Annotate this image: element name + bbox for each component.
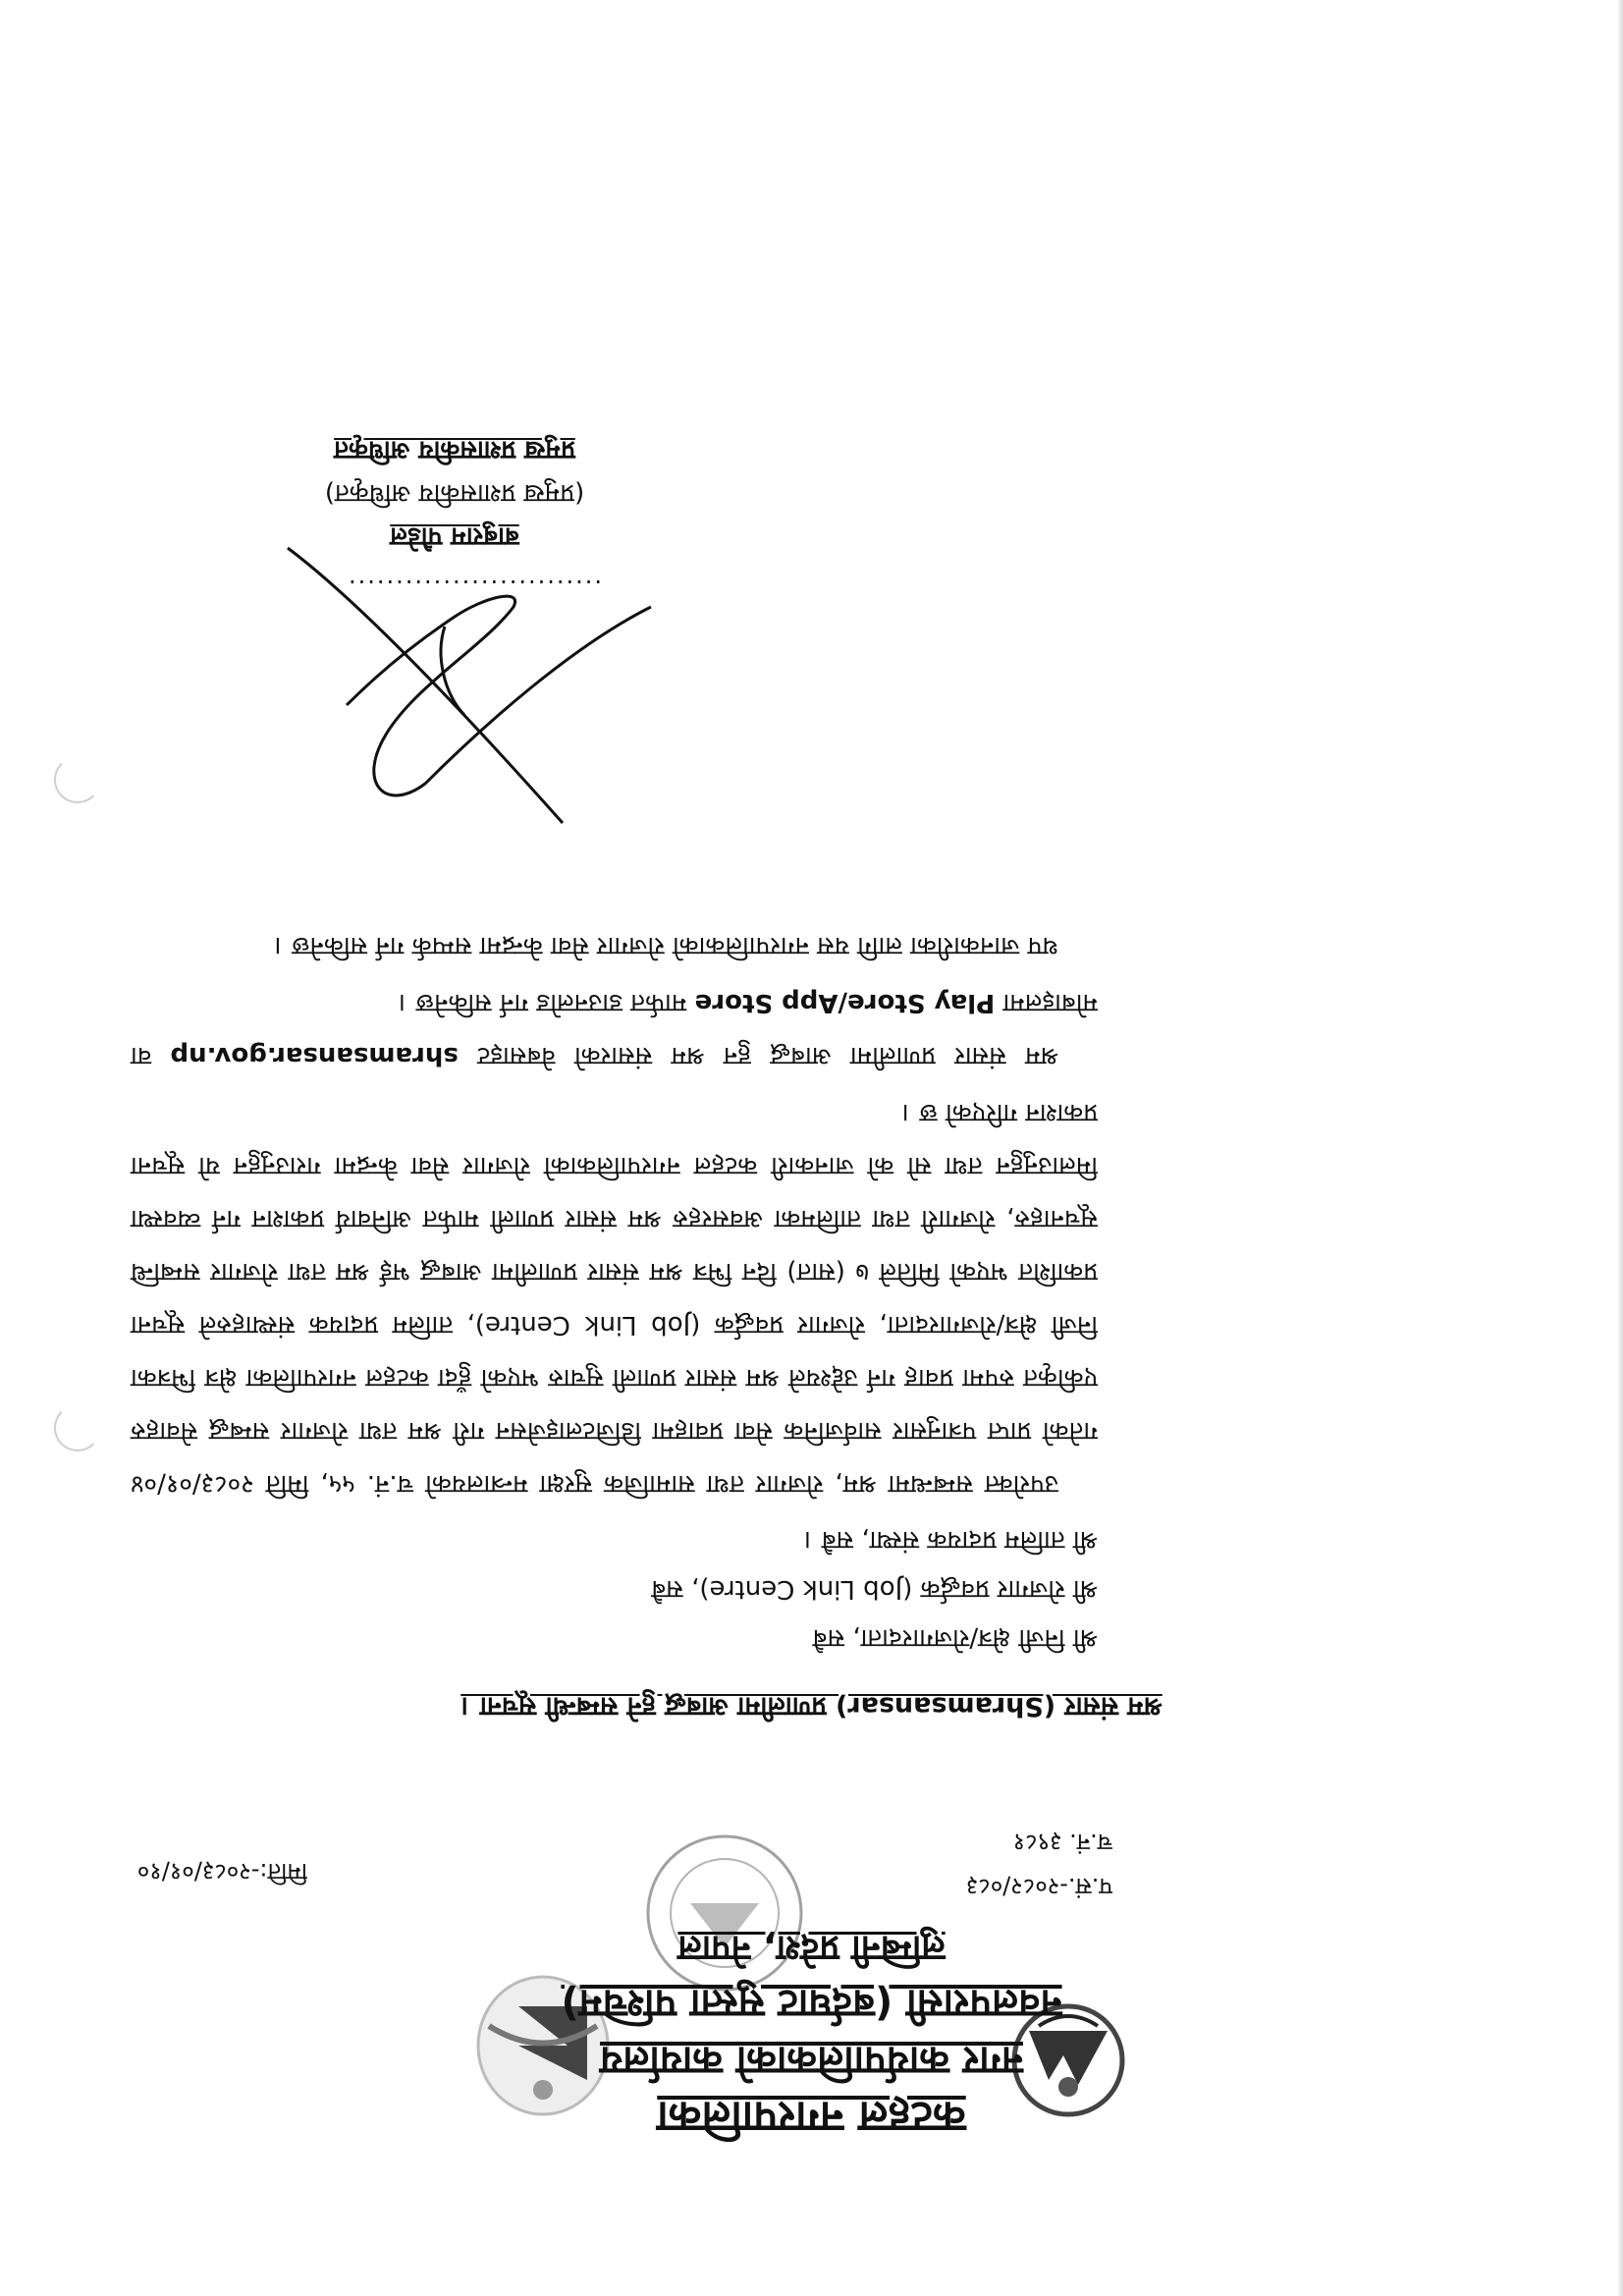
body-text-run: श्रम संसार प्रणालीमा आबद्ध हुन श्रम संसारको वेबसाइट (458, 1041, 1058, 1070)
recipient-line: श्री तालिम प्रदायक संस्था, सबै । (803, 1525, 1098, 1555)
letter-date: मिति:-२०८३/०१/१० (136, 1858, 307, 1886)
province-country: लुम्बिनी प्रदेश, नेपाल (677, 1928, 946, 1968)
recipient-line: श्री रोजगार प्रवर्द्धक (Job Link Centre), सबै (651, 1574, 1098, 1604)
body-paragraph: उपरोक्त सम्बन्धमा श्रम, रोजगार तथा सामाजिक सुरक्षा मन्त्रालयको च.नं. ५५, मिति २०८३/०१/०४ गतेको प्राप्त पत्रानुसार सार्वजनिक सेवा प्रवाहमा डिजिटलाइजेसन गरी श्रम तथा रोजगार सम्बद्ध सेवाहरु एकीकृत रुपमा प्रवाह गर्न उद्देश्यले श्रम संसार प्रणाली सुचारु भएको हुँदा कटहल नगरपालिका क्षेत्र भित्रका निजी क्षेत्र/रोजगारदाता, रोजगार प्रवर्द्धक (Job Link Centre), तालिम प्रदायक संस्थाहरुले सूचना प्रकाशित भएको मितिले ७ (सात) दिन भित्र श्रम संसार प्रणालीमा आबद्ध भई श्रम तथा रोजगार सम्बन्धि सूचनाहरु, रोजगारी तथा तालिमका अवसरहरु श्रम संसार प्रणाली मार्फत अनिवार्य प्रकाशन गर्न व्यवस्था मिलाउनुहुन तथा सो को जानकारी कटहल नगरपालिकाको रोजगार सेवा केन्द्रमा गराउनुहुन यो सूचना प्रकाशन गरिएको छ । (131, 1098, 1098, 1499)
signature-dotted-line: ........................... (347, 574, 602, 602)
punch-hole (54, 756, 101, 803)
letter-subject: श्रम संसार (Shramsansar) प्रणालीमा आबद्ध हुने सम्बन्धी सूचना । (460, 1691, 1163, 1722)
signatory-title: प्रमुख प्रशासकीय अधिकृत (334, 435, 575, 465)
letter-body (131, 915, 1098, 1510)
body-paragraph: थप जानकारीका लागि यस नगरपालिकाको रोजगार सेवा केन्द्रमा सम्पर्क गर्न सकिनेछ । (274, 931, 1058, 960)
website-address: shramsansar.gov.np (170, 1041, 459, 1070)
body-text-run: मार्फत डाउनलोड गर्न सकिनेछ । (398, 988, 695, 1017)
dispatch-number: च.नं. ३९८१ (1012, 1829, 1112, 1856)
body-paragraph (131, 976, 1098, 1082)
recipient-line: श्री निजी क्षेत्र/रोजगारदाता, सबै (812, 1623, 1098, 1653)
signature-block (278, 428, 631, 558)
signatory-designation: (प्रमुख प्रशासकीय अधिकृत) (324, 478, 585, 508)
app-store-name: Play Store/App Store (694, 988, 996, 1017)
letter-number: प.सं.-२०८२/०८३ (965, 1873, 1112, 1900)
district-name: नवलपरासी (बर्दघाट सुस्ता पश्चिम) (561, 1981, 1062, 2026)
body-text-run: वा मोबाइलमा (131, 988, 1098, 1070)
municipality-name: कटहल नगरपालिका (657, 2092, 966, 2142)
office-name: नगर कार्यपालिकाको कार्यालय (600, 2038, 1023, 2083)
signatory-name: बाबुराम पौडेल (390, 521, 519, 551)
punch-hole (54, 1404, 101, 1451)
